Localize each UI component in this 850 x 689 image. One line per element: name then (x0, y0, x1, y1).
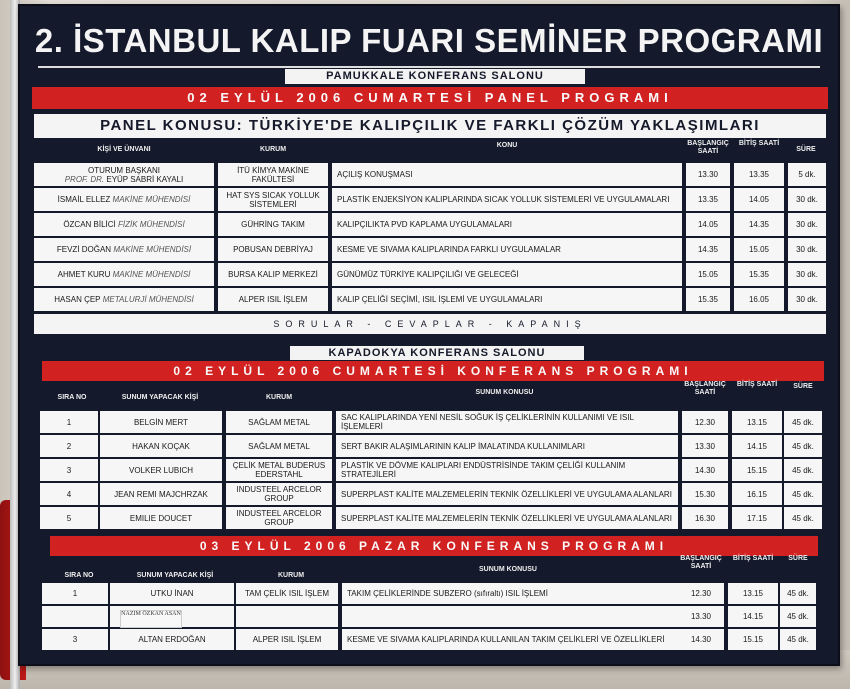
duration-cell: 45 dk. (784, 411, 822, 433)
person-title: METALURJİ MÜHENDİSİ (102, 295, 194, 304)
row-number-cell: 3 (42, 629, 108, 650)
duration-cell: 30 dk. (788, 213, 826, 236)
row-number-cell: 2 (40, 435, 98, 457)
org-cell: ALPER ISIL İŞLEM (236, 629, 338, 650)
end-cell: 16.05 (734, 288, 784, 311)
duration-cell: 45 dk. (784, 459, 822, 481)
org-cell (236, 606, 338, 627)
person-role: OTURUM BAŞKANI (87, 165, 160, 175)
row-number-cell: 1 (40, 411, 98, 433)
topic-cell: SERT BAKIR ALAŞIMLARININ KALIP İMALATINDA KULLANIMLARI (336, 435, 678, 457)
duration-cell: 30 dk. (788, 263, 826, 286)
end-cell: 15.15 (732, 459, 782, 481)
row-number-cell (42, 606, 108, 627)
salon-label-pamukkale: PAMUKKALE KONFERANS SALONU (285, 69, 585, 84)
end-cell: 13.15 (732, 411, 782, 433)
speaker-cell: HAKAN KOÇAK (100, 435, 222, 457)
start-cell: 15.30 (682, 483, 728, 505)
closing-line: SORULAR - CEVAPLAR - KAPANIŞ (34, 314, 826, 334)
duration-cell: 30 dk. (788, 288, 826, 311)
end-cell: 17.15 (732, 507, 782, 529)
start-cell: 13.35 (686, 188, 730, 211)
p-header-end: BİTİŞ SAATİ (732, 555, 774, 562)
person-name: EYÜP SABRİ KAYALI (106, 174, 184, 184)
topic-cell: SUPERPLAST KALİTE MALZEMELERİN TEKNİK ÖZELLİKLERİ VE UYGULAMA ALANLARI (336, 507, 678, 529)
p-header-org: KURUM (277, 572, 305, 579)
org-cell: BURSA KALIP MERKEZİ (218, 263, 328, 286)
topic-cell: KALIP ÇELİĞİ SEÇİMİ, ISIL İŞLEMİ VE UYGULAMALARI (332, 288, 682, 311)
k-header-end: BİTİŞ SAATİ (736, 381, 778, 388)
topic-cell: TAKIM ÇELİKLERİNDE SUBZERO (sıfıraltı) ISIL İŞLEMİ (342, 583, 678, 604)
p-header-speaker: SUNUM YAPACAK KİŞİ (136, 572, 214, 579)
k-header-speaker: SUNUM YAPACAK KİŞİ (121, 394, 199, 401)
k-header-org: KURUM (265, 394, 293, 401)
salon-label-kapadokya: KAPADOKYA KONFERANS SALONU (290, 346, 584, 360)
end-cell: 15.35 (734, 263, 784, 286)
header-person: KİŞİ VE ÜNVANI (97, 146, 151, 153)
speaker-cell: JEAN REMI MAJCHRZAK (100, 483, 222, 505)
date-bar-kapadokya: 02 EYLÜL 2006 CUMARTESİ KONFERANS PROGRAMI (42, 361, 824, 381)
person-cell (34, 213, 214, 236)
k-header-start: BAŞLANGIÇ SAATİ (684, 381, 726, 396)
start-cell: 12.30 (678, 583, 724, 604)
org-cell: SAĞLAM METAL (226, 435, 332, 457)
start-cell: 13.30 (678, 606, 724, 627)
end-cell: 14.35 (734, 213, 784, 236)
header-topic: KONU (496, 142, 518, 149)
end-cell: 15.05 (734, 238, 784, 261)
k-header-no: SIRA NO (57, 394, 87, 401)
speaker-cell: ALTAN ERDOĞAN (110, 629, 234, 650)
topic-cell: SUPERPLAST KALİTE MALZEMELERİN TEKNİK ÖZELLİKLERİ VE UYGULAMA ALANLARI (336, 483, 678, 505)
title-divider (38, 66, 820, 68)
speaker-cell: UTKU İNAN (110, 583, 234, 604)
person-cell (34, 163, 214, 186)
header-duration: SÜRE (796, 146, 816, 153)
end-cell: 14.05 (734, 188, 784, 211)
org-cell: HAT SYS SICAK YOLLUK SİSTEMLERİ (218, 188, 328, 211)
topic-cell (342, 606, 678, 627)
row-number-cell: 1 (42, 583, 108, 604)
duration-cell: 45 dk. (784, 483, 822, 505)
page-title: 2. İSTANBUL KALIP FUARI SEMİNER PROGRAMI (34, 22, 824, 59)
header-start: BAŞLANGIÇ SAATİ (687, 140, 729, 155)
duration-cell: 30 dk. (788, 238, 826, 261)
org-cell: İTÜ KİMYA MAKİNE FAKÜLTESİ (218, 163, 328, 186)
k-header-duration: SÜRE (793, 383, 813, 390)
duration-cell: 45 dk. (780, 606, 816, 627)
org-cell: GÜHRİNG TAKIM (218, 213, 328, 236)
date-bar-panel: 02 EYLÜL 2006 CUMARTESİ PANEL PROGRAMI (32, 87, 828, 109)
p-header-start: BAŞLANGIÇ SAATİ (680, 555, 722, 570)
p-header-no: SIRA NO (64, 572, 94, 579)
end-cell: 16.15 (732, 483, 782, 505)
header-org: KURUM (259, 146, 287, 153)
topic-cell: KESME VE SIVAMA KALIPLARINDA KULLANILAN TAKIM ÇELİKLERİ VE ÖZELLİKLERİ (342, 629, 678, 650)
topic-cell: SAC KALIPLARINDA YENİ NESİL SOĞUK İŞ ÇELİKLERİNİN KULLANIMI VE ISIL İŞLEMLERİ (336, 411, 678, 433)
person-title: PROF. DR. (64, 174, 105, 184)
p-header-topic: SUNUM KONUSU (479, 566, 537, 573)
end-cell: 15.15 (728, 629, 778, 650)
start-cell: 14.30 (678, 629, 724, 650)
start-cell: 14.30 (682, 459, 728, 481)
p-header-duration: SÜRE (788, 555, 808, 562)
person-name: AHMET KURU (57, 270, 111, 279)
topic-cell: PLASTİK VE DÖVME KALIPLARI ENDÜSTRİSİNDE TAKIM ÇELİĞİ KULLANIM STRATEJİLERİ (336, 459, 678, 481)
person-title: MAKİNE MÜHENDİSİ (113, 245, 192, 254)
end-cell: 13.35 (734, 163, 784, 186)
end-cell: 14.15 (732, 435, 782, 457)
person-cell (34, 188, 214, 211)
start-cell: 14.35 (686, 238, 730, 261)
person-title: FİZİK MÜHENDİSİ (118, 220, 185, 229)
start-cell: 15.05 (686, 263, 730, 286)
topic-cell: PLASTİK ENJEKSİYON KALIPLARINDA SICAK YOLLUK SİSTEMLERİ VE UYGULAMALARI (332, 188, 682, 211)
start-cell: 15.35 (686, 288, 730, 311)
start-cell: 16.30 (682, 507, 728, 529)
person-name: FEVZİ DOĞAN (56, 245, 112, 254)
org-cell: INDUSTEEL ARCELOR GROUP (226, 483, 332, 505)
speaker-cell: VOLKER LUBICH (100, 459, 222, 481)
end-cell: 14.15 (728, 606, 778, 627)
start-cell: 13.30 (686, 163, 730, 186)
duration-cell: 45 dk. (784, 507, 822, 529)
org-cell: ALPER ISIL İŞLEM (218, 288, 328, 311)
row-number-cell: 5 (40, 507, 98, 529)
start-cell: 14.05 (686, 213, 730, 236)
person-cell (34, 238, 214, 261)
org-cell: TAM ÇELİK ISIL İŞLEM (236, 583, 338, 604)
row-number-cell: 4 (40, 483, 98, 505)
person-title-line (65, 175, 184, 184)
org-cell: SAĞLAM METAL (226, 411, 332, 433)
duration-cell: 45 dk. (780, 583, 816, 604)
date-bar-pazar: 03 EYLÜL 2006 PAZAR KONFERANS PROGRAMI (50, 536, 818, 556)
person-title: MAKİNE MÜHENDİSİ (112, 270, 191, 279)
k-header-topic: SUNUM KONUSU (475, 389, 534, 396)
person-cell (34, 288, 214, 311)
org-cell: INDUSTEEL ARCELOR GROUP (226, 507, 332, 529)
topic-cell: GÜNÜMÜZ TÜRKİYE KALIPÇILIĞI VE GELECEĞİ (332, 263, 682, 286)
start-cell: 13.30 (682, 435, 728, 457)
person-cell (34, 263, 214, 286)
name-sticker: NAZIM ÖZKAN ASAN (120, 610, 182, 628)
end-cell: 13.15 (728, 583, 778, 604)
speaker-cell: EMILIE DOUCET (100, 507, 222, 529)
person-title: MAKİNE MÜHENDİSİ (112, 195, 191, 204)
org-cell: POBUSAN DEBRİYAJ (218, 238, 328, 261)
duration-cell: 45 dk. (780, 629, 816, 650)
person-name: HASAN ÇEP (54, 295, 101, 304)
seminar-board (18, 4, 840, 666)
topic-cell: KALIPÇILIKTA PVD KAPLAMA UYGULAMALARI (332, 213, 682, 236)
person-name: ÖZCAN BİLİCİ (63, 220, 116, 229)
speaker-cell: BELGİN MERT (100, 411, 222, 433)
panel-topic: PANEL KONUSU: TÜRKİYE'DE KALIPÇILIK VE FARKLI ÇÖZÜM YAKLAŞIMLARI (34, 114, 826, 138)
topic-cell: AÇILIŞ KONUŞMASI (332, 163, 682, 186)
duration-cell: 30 dk. (788, 188, 826, 211)
topic-cell: KESME VE SIVAMA KALIPLARINDA FARKLI UYGULAMALAR (332, 238, 682, 261)
header-end: BİTİŞ SAATİ (738, 140, 780, 147)
start-cell: 12.30 (682, 411, 728, 433)
duration-cell: 5 dk. (788, 163, 826, 186)
duration-cell: 45 dk. (784, 435, 822, 457)
org-cell: ÇELİK METAL BUDERUS EDERSTAHL (226, 459, 332, 481)
row-number-cell: 3 (40, 459, 98, 481)
person-name: İSMAİL ELLEZ (57, 195, 111, 204)
